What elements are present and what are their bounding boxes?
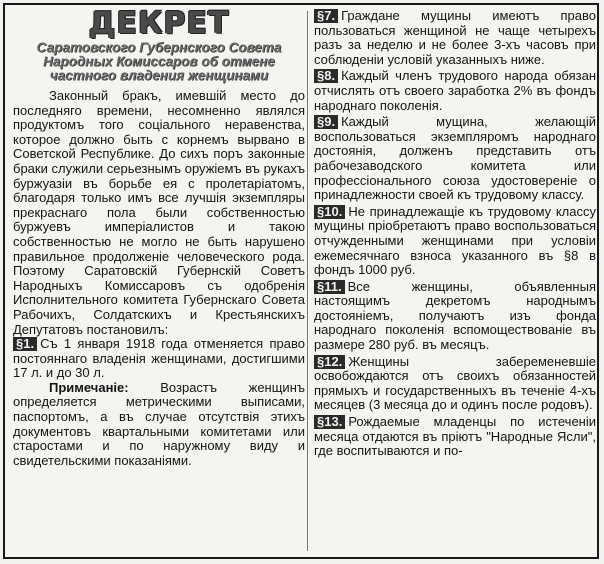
section-1	[13, 337, 305, 381]
section-text: Съ 1 января 1918 года отменяется право постояннаго владенія женщинами, достигшими 17 л. и до 30 л.	[13, 336, 305, 381]
section-10	[314, 205, 596, 278]
left-column	[13, 6, 305, 468]
note-label: Примечаніе:	[49, 379, 129, 395]
note-paragraph	[13, 381, 305, 469]
section-number-badge: §10.	[314, 205, 345, 219]
section-text: Каждый членъ трудового народа обязан отчислять отъ своего заработка 2% въ фондъ народнаго поколенія.	[314, 68, 596, 113]
section-number-badge: §1.	[13, 337, 37, 351]
section-text: Рождаемые младенцы по истеченіи месяца отдаются въ пріютъ "Народные Ясли", где воспитываются и по-	[314, 414, 596, 459]
section-number-badge: §8.	[314, 69, 338, 83]
section-number-badge: §12.	[314, 355, 345, 369]
section-text: Не принадлежащіе къ трудовому классу мущины пріобретаютъ право воспользоваться отчужденными женщинами при условіи ежемесячнаго взноса указанного въ §8 в фондъ 1000 руб.	[314, 203, 596, 278]
section-text: Граждане мущины имеютъ право пользоваться женщиной не чаще четырехъ разъ за неделю и не более 3-хъ часовъ при соблюденіи условій указанныхъ ниже.	[314, 8, 596, 67]
intro-paragraph: Законный бракъ, имевшій место до последняго времени, несомненно являлся продуктомъ того соціального неравенства, которое должно быть с корнемъ вырвано в Советской Республике. До сихъ поръ законные браки служили серьезнымъ оружіемъ въ рукахъ буржуазіи въ борьбе ея с пролетаріатомъ, благодаря только имъ все лучшія экземпляры прекраснаго пола были собственностью буржуевъ имперіалистов и такою собственностью не могло не быть нарушено правильное продолженіе человеческого рода. Поэтому Саратовскій Губернскій Советъ Народныхъ Комиссаровъ съ одобренія Исполнительного комитета Губернскаго Совета Рабочихъ, Солдатскихъ и Крестьянскихъ Депутатовъ постановилъ:	[13, 88, 305, 337]
newspaper-clipping	[3, 3, 599, 559]
decree-title: ДЕКРЕТ	[88, 6, 230, 41]
section-11	[314, 280, 596, 353]
section-8	[314, 69, 596, 113]
section-12	[314, 355, 596, 413]
section-text: Каждый мущина, желающій воспользоваться экземпляромъ народнаго достоянія, долженъ представить отъ рабочезаводского комитета или профессіонального союза удостовереніе о принадлежности своей къ трудовому классу.	[314, 114, 596, 203]
note-text: Возрастъ женщинъ определяется метрическими выписами, паспортомъ, а въ случае отсутствія этихъ документовъ квартальными комитетами или старостами и по наружному виду и свидетельскими показаніями.	[13, 379, 305, 468]
section-text: Женщины забеременевшіе освобождаются отъ своихъ обязанностей прямыхъ и государственныхъ въ теченіе 4-хъ месяцев (3 месяца до и одинъ после родовъ).	[314, 353, 596, 413]
right-column	[314, 9, 596, 461]
section-13	[314, 415, 596, 459]
section-9	[314, 115, 596, 203]
section-number-badge: §13.	[314, 415, 345, 429]
column-divider	[307, 11, 308, 551]
section-text: Все женщины, объявленныя настоящимъ декретомъ народнымъ достояніемъ, получаютъ изъ фонда народнаго поколенія вспомоществованіе въ размере 280 руб. въ месяцъ.	[314, 278, 596, 353]
section-7	[314, 9, 596, 67]
section-number-badge: §9.	[314, 115, 338, 129]
section-number-badge: §11.	[314, 280, 345, 294]
section-number-badge: §7.	[314, 9, 338, 23]
decree-subtitle: Саратовского Губернского Совета Народных Комиссаров об отмене частного владения женщинами	[36, 40, 282, 83]
